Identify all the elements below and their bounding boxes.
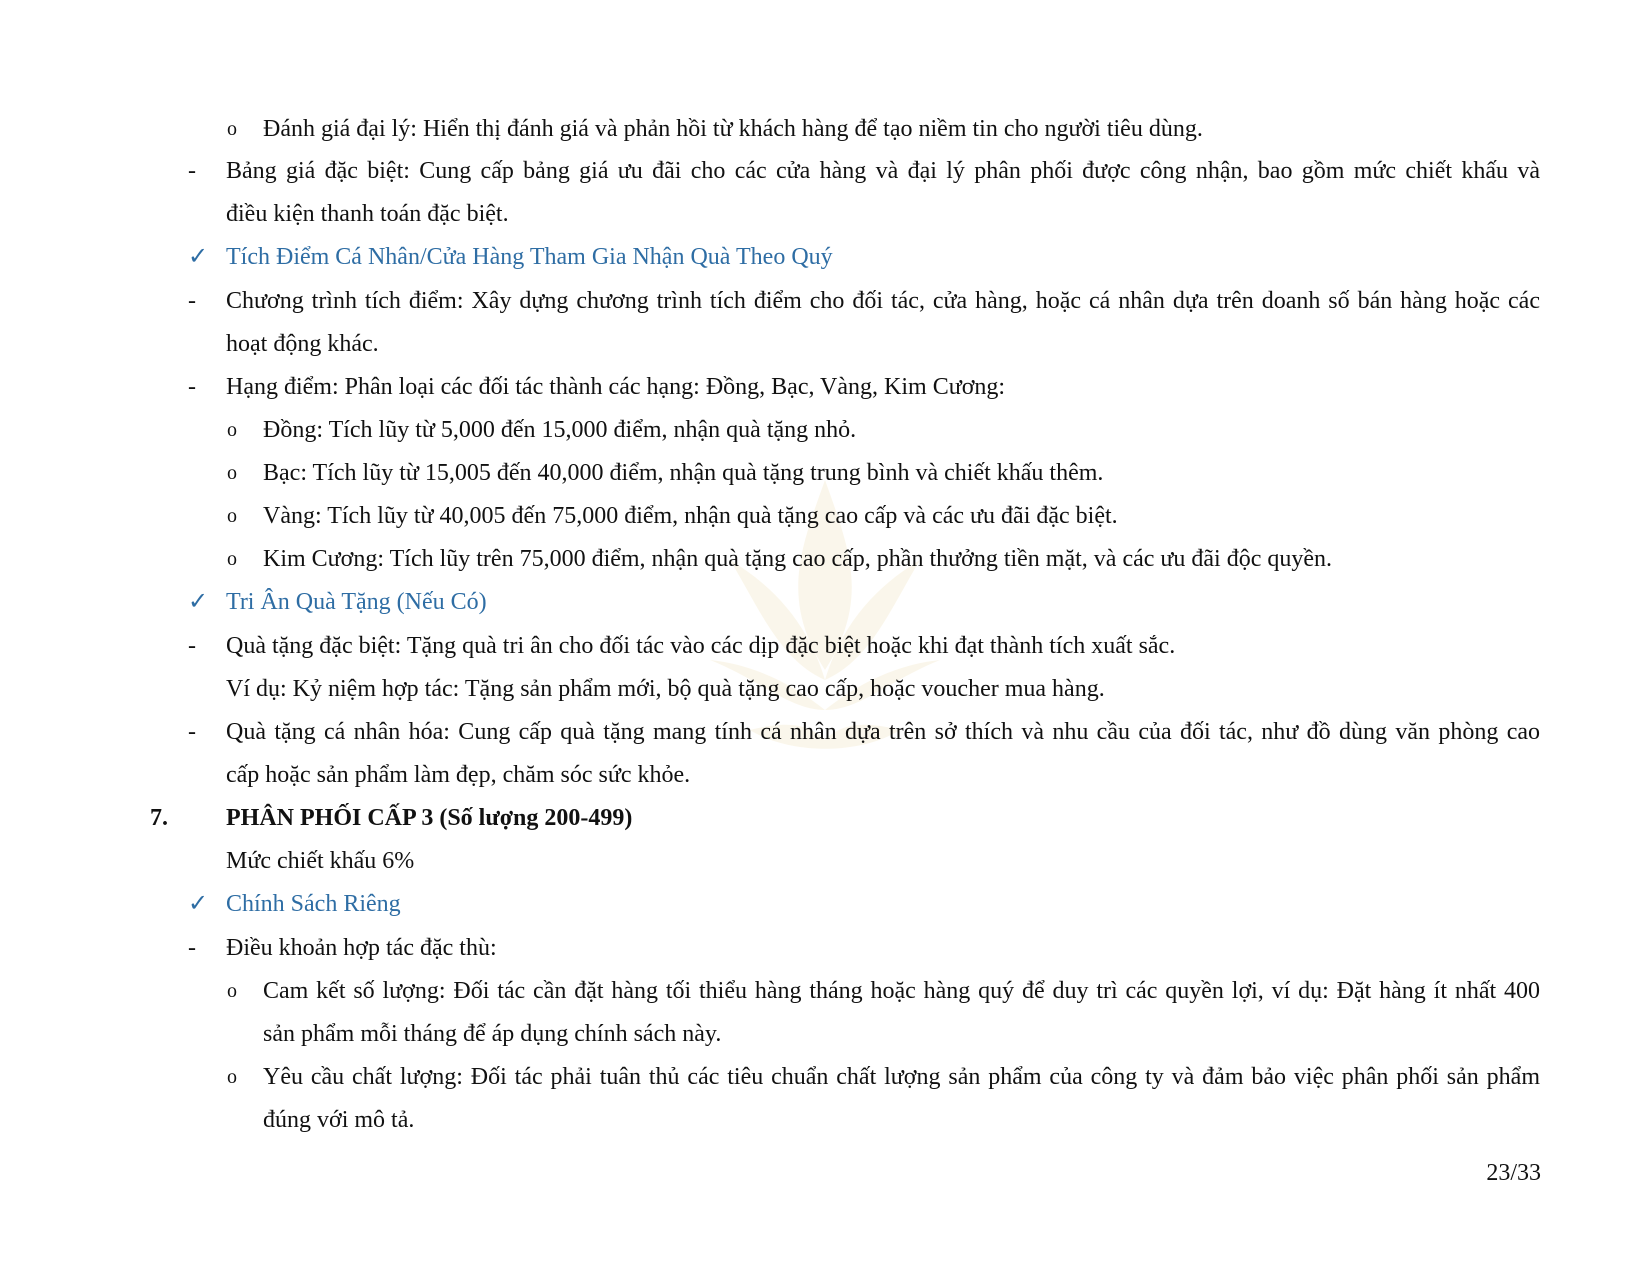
paragraph-line: sản phẩm mỗi tháng để áp dụng chính sách này. <box>263 1021 722 1047</box>
circle-bullet: o <box>227 118 237 140</box>
paragraph-line: hoạt động khác. <box>226 331 379 357</box>
paragraph-line: Mức chiết khấu 6% <box>226 848 415 874</box>
paragraph-line: Ví dụ: Kỷ niệm hợp tác: Tặng sản phẩm mới, bộ quà tặng cao cấp, hoặc voucher mua hàng. <box>226 676 1105 702</box>
dash-bullet: - <box>188 288 196 314</box>
paragraph-line: Chương trình tích điểm: Xây dựng chương trình tích điểm cho đối tác, cửa hàng, hoặc cá nhân dựa trên doanh số bán hàng hoặc các <box>226 288 1540 314</box>
circle-bullet: o <box>227 505 237 527</box>
paragraph-line: điều kiện thanh toán đặc biệt. <box>226 201 509 227</box>
paragraph-line: Đồng: Tích lũy từ 5,000 đến 15,000 điểm, nhận quà tặng nhỏ. <box>263 417 857 443</box>
paragraph-line: Cam kết số lượng: Đối tác cần đặt hàng tối thiểu hàng tháng hoặc hàng quý để duy trì các quyền lợi, ví dụ: Đặt hàng ít nhất 400 <box>263 978 1540 1004</box>
dash-bullet: - <box>188 633 196 659</box>
circle-bullet: o <box>227 1066 237 1088</box>
page-number: 23/33 <box>1486 1160 1541 1186</box>
circle-bullet: o <box>227 462 237 484</box>
paragraph-line: Quà tặng cá nhân hóa: Cung cấp quà tặng mang tính cá nhân dựa trên sở thích và nhu cầu của đối tác, như đồ dùng văn phòng cao <box>226 719 1540 745</box>
paragraph-line: Hạng điểm: Phân loại các đối tác thành các hạng: Đồng, Bạc, Vàng, Kim Cương: <box>226 374 1006 400</box>
section-title: PHÂN PHỐI CẤP 3 (Số lượng 200-499) <box>226 805 633 831</box>
dash-bullet: - <box>188 158 196 184</box>
paragraph-line: Vàng: Tích lũy từ 40,005 đến 75,000 điểm, nhận quà tặng cao cấp và các ưu đãi đặc biệt. <box>263 503 1118 529</box>
section-heading: Tri Ân Quà Tặng (Nếu Có) <box>226 589 487 615</box>
paragraph-line: Điều khoản hợp tác đặc thù: <box>226 935 497 961</box>
checkmark-icon: ✓ <box>188 244 209 270</box>
circle-bullet: o <box>227 419 237 441</box>
dash-bullet: - <box>188 935 196 961</box>
paragraph-line: cấp hoặc sản phẩm làm đẹp, chăm sóc sức khỏe. <box>226 762 691 788</box>
paragraph-line: Quà tặng đặc biệt: Tặng quà tri ân cho đối tác vào các dịp đặc biệt hoặc khi đạt thành tích xuất sắc. <box>226 633 1176 659</box>
dash-bullet: - <box>188 719 196 745</box>
section-heading: Tích Điểm Cá Nhân/Cửa Hàng Tham Gia Nhận Quà Theo Quý <box>226 244 833 270</box>
checkmark-icon: ✓ <box>188 589 209 615</box>
circle-bullet: o <box>227 548 237 570</box>
section-heading: Chính Sách Riêng <box>226 891 401 917</box>
paragraph-line: Bạc: Tích lũy từ 15,005 đến 40,000 điểm, nhận quà tặng trung bình và chiết khấu thêm. <box>263 460 1104 486</box>
paragraph-line: Kim Cương: Tích lũy trên 75,000 điểm, nhận quà tặng cao cấp, phần thưởng tiền mặt, và các ưu đãi độc quyền. <box>263 546 1333 572</box>
circle-bullet: o <box>227 980 237 1002</box>
paragraph-line: Đánh giá đại lý: Hiển thị đánh giá và phản hồi từ khách hàng để tạo niềm tin cho người tiêu dùng. <box>263 116 1203 142</box>
checkmark-icon: ✓ <box>188 891 209 917</box>
section-number: 7. <box>150 805 168 831</box>
paragraph-line: Yêu cầu chất lượng: Đối tác phải tuân thủ các tiêu chuẩn chất lượng sản phẩm của công ty và đảm bảo việc phân phối sản phẩm <box>263 1064 1540 1090</box>
paragraph-line: đúng với mô tả. <box>263 1107 415 1133</box>
dash-bullet: - <box>188 374 196 400</box>
paragraph-line: Bảng giá đặc biệt: Cung cấp bảng giá ưu đãi cho các cửa hàng và đại lý phân phối được công nhận, bao gồm mức chiết khấu và <box>226 158 1540 184</box>
